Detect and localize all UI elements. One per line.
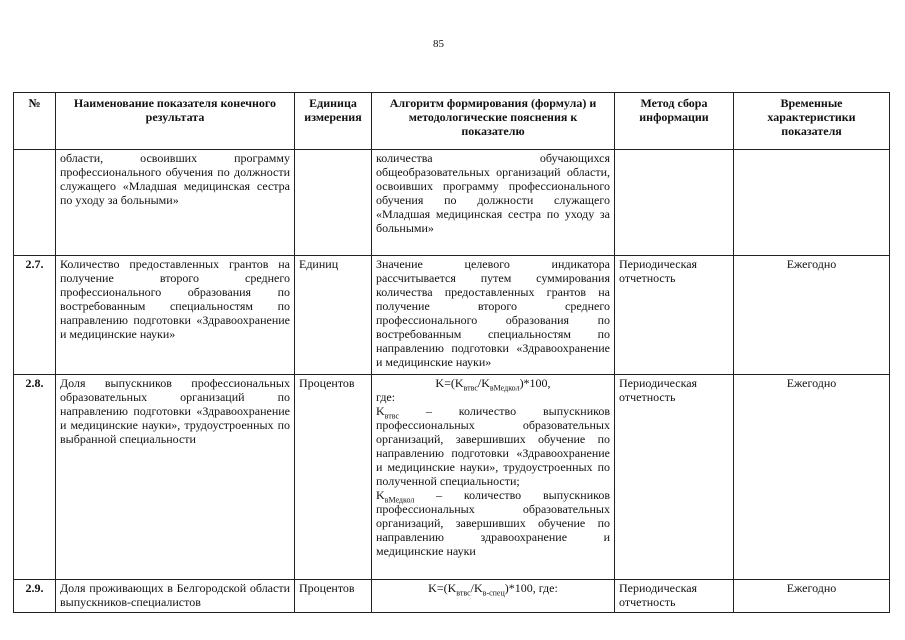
definition-1: $K_{втвс}$ – количество выпускников профессиональных образовательных организаций, завершивших обучение по направлению подготовки «Здравоохранение и медицинские науки», трудоустроенных по полученной специальности; (376, 404, 610, 488)
cell-method: Периодическая отчетность (615, 256, 734, 375)
cell-algorithm (372, 580, 615, 613)
header-method: Метод сбора информации (615, 93, 734, 150)
header-algorithm: Алгоритм формирования (формула) и методологические пояснения к показателю (372, 93, 615, 150)
header-timing: Временные характеристики показателя (734, 93, 890, 150)
cell-algorithm (372, 375, 615, 580)
cell-algorithm: Значение целевого индикатора рассчитывается путем суммирования количества предоставленных грантов на получение второго среднего профессионального образования по востребованным специальностям по направлению подготовки «Здравоохранение и медицинские науки» (372, 256, 615, 375)
cell-method: Периодическая отчетность (615, 375, 734, 580)
cell-timing: Ежегодно (734, 580, 890, 613)
formula-where: где: (376, 390, 396, 404)
cell-method: Периодическая отчетность (615, 580, 734, 613)
indicators-table (13, 92, 890, 613)
cell-method (615, 150, 734, 256)
cell-timing: Ежегодно (734, 375, 890, 580)
definition-2: $K_{вМедкол}$ – количество выпускников профессиональных образовательных организаций, завершивших обучение по направлению здравоохранение и медицинские науки (376, 488, 610, 558)
table-row-continuation (14, 150, 890, 256)
cell-unit (295, 150, 372, 256)
cell-timing (734, 150, 890, 256)
table-row-2-8 (14, 375, 890, 580)
cell-number: 2.7. (14, 256, 56, 375)
cell-number: 2.9. (14, 580, 56, 613)
table-row-2-7 (14, 256, 890, 375)
table-header-row (14, 93, 890, 150)
cell-algorithm: количества обучающихся общеобразовательных организаций области, освоивших программу профессионального обучения по должности служащего «Младшая медицинская сестра по уходу за больными» (372, 150, 615, 256)
table-row-2-9 (14, 580, 890, 613)
cell-unit: Единиц (295, 256, 372, 375)
cell-indicator-name: Доля выпускников профессиональных образовательных организаций по направлению подготовки «Здравоохранение и медицинские науки», трудоустроенных по выбранной специальности (56, 375, 295, 580)
cell-indicator-name: области, освоивших программу профессионального обучения по должности служащего «Младшая медицинская сестра по уходу за больными» (56, 150, 295, 256)
header-unit: Единица измерения (295, 93, 372, 150)
cell-indicator-name: Количество предоставленных грантов на получение второго среднего профессионального образования по востребованным специальностям по направлению подготовки «Здравоохранение и медицинские науки» (56, 256, 295, 375)
header-number: № (14, 93, 56, 150)
cell-unit: Процентов (295, 580, 372, 613)
cell-timing: Ежегодно (734, 256, 890, 375)
formula: $K=(K_{втвс}/K_{вМедкол})*100$, (435, 376, 551, 393)
page-number: 85 (433, 38, 444, 50)
cell-number: 2.8. (14, 375, 56, 580)
cell-number (14, 150, 56, 256)
cell-unit: Процентов (295, 375, 372, 580)
cell-indicator-name: Доля проживающих в Белгородской области выпускников-специалистов (56, 580, 295, 613)
header-indicator-name: Наименование показателя конечного результата (56, 93, 295, 150)
formula: $K=(K_{втвс}/K_{в-спец})*100$, где: (428, 581, 558, 598)
